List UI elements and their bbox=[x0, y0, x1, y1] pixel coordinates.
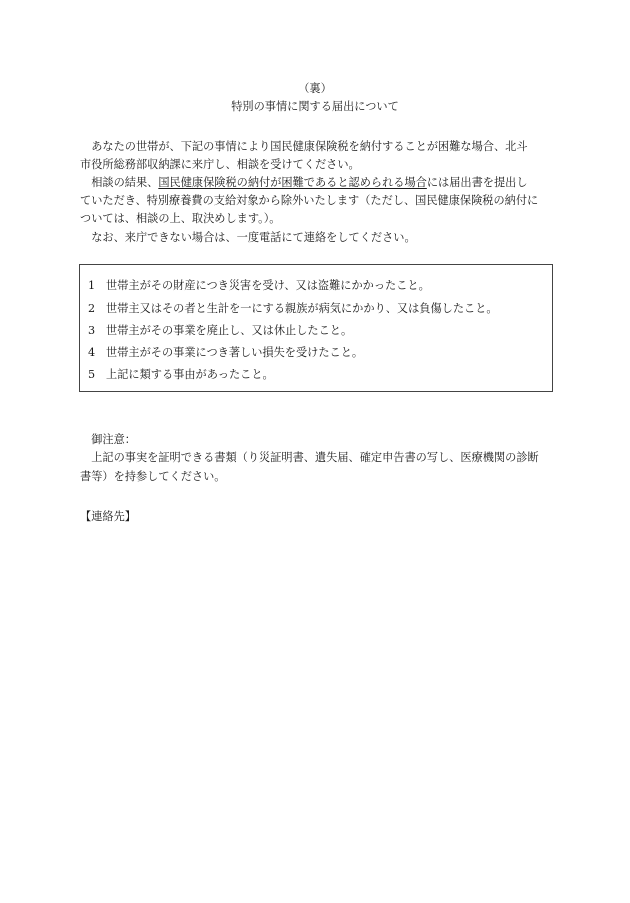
document-title: 特別の事情に関する届出について bbox=[231, 100, 399, 113]
notes-heading: 御注意： bbox=[80, 433, 136, 446]
condition-text: 世帯主がその財産につき災害を受け、又は盗難にかかったこと。 bbox=[106, 279, 430, 292]
underlined-condition: 国民健康保険税の納付が困難であると認められる場合 bbox=[158, 176, 427, 189]
condition-text: 世帯主又はその者と生計を一にする親族が病気にかかり、又は負傷したこと。 bbox=[106, 302, 498, 315]
condition-text: 上記に類する事由があったこと。 bbox=[106, 368, 274, 381]
conditions-box bbox=[79, 264, 553, 392]
condition-number: 5 bbox=[88, 368, 96, 381]
condition-text: 世帯主がその事業につき著しい損失を受けたこと。 bbox=[106, 346, 364, 359]
intro-line-6: なお、来庁できない場合は、一度電話にて連絡をしてください。 bbox=[80, 231, 416, 244]
back-side-label: （裏） bbox=[298, 82, 332, 95]
notes-line-1: 上記の事実を証明できる書類（り災証明書、遺失届、確定申告書の写し、医療機関の診断 bbox=[80, 451, 539, 464]
condition-number: 1 bbox=[88, 279, 96, 292]
condition-number: 3 bbox=[88, 324, 96, 337]
condition-text: 世帯主がその事業を廃止し、又は休止したこと。 bbox=[106, 324, 353, 337]
intro-line-5: ついては、相談の上、取決めします。）。 bbox=[80, 212, 281, 225]
contact-label: 【連絡先】 bbox=[80, 510, 136, 523]
condition-number: 4 bbox=[88, 346, 96, 359]
intro-line-3-pre: 相談の結果、 bbox=[80, 176, 159, 189]
condition-item bbox=[88, 322, 352, 338]
intro-line-3 bbox=[80, 174, 528, 190]
condition-item bbox=[88, 277, 430, 293]
intro-line-3-post: には届出書を提出し bbox=[426, 176, 528, 189]
condition-item bbox=[88, 300, 498, 316]
condition-item bbox=[88, 344, 363, 360]
intro-line-1: あなたの世帯が、下記の事情により国民健康保険税を納付することが困難な場合、北斗 bbox=[80, 140, 528, 153]
condition-number: 2 bbox=[88, 302, 96, 315]
intro-line-4: ていただき、特別療養費の支給対象から除外いたします（ただし、国民健康保険税の納付に bbox=[80, 194, 539, 207]
condition-item bbox=[88, 366, 274, 382]
notes-line-2: 書等）を持参してください。 bbox=[80, 470, 226, 483]
intro-line-2: 市役所総務部収納課に来庁し、相談を受けてください。 bbox=[80, 158, 360, 171]
